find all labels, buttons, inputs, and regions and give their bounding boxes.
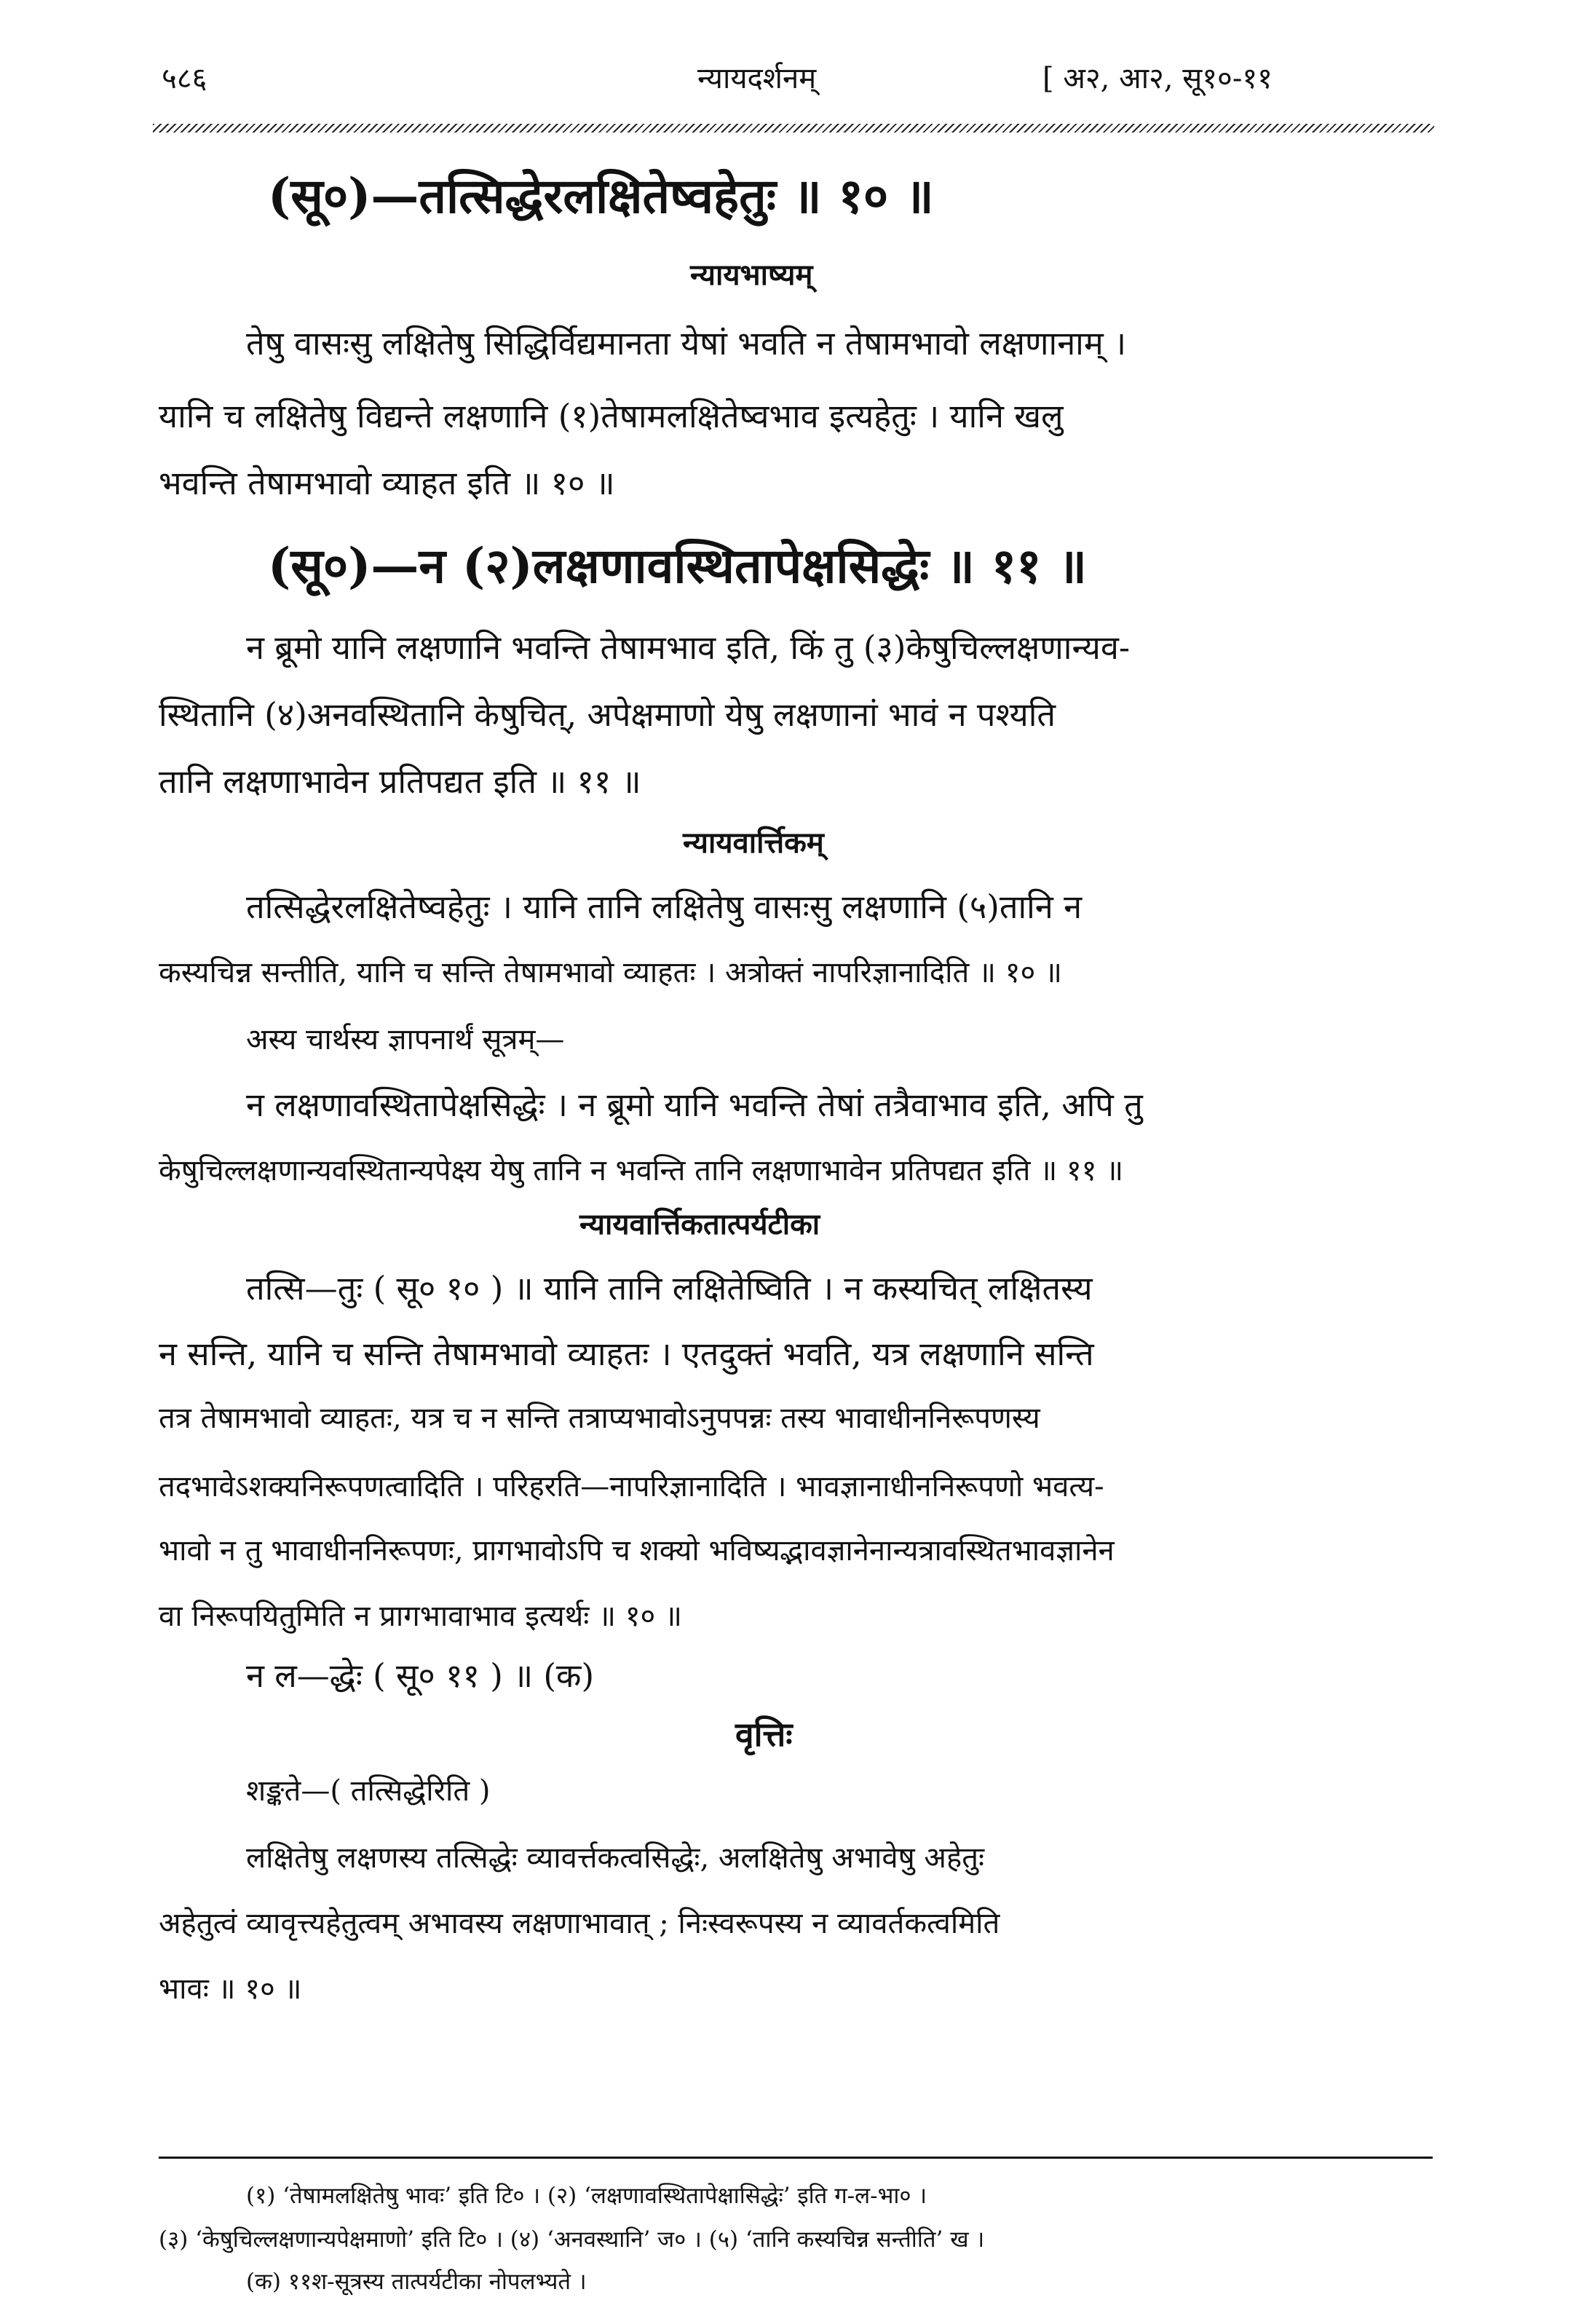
footnote-line: (१) ‘तेषामलक्षितेषु भावः’ इति टि० । (२) ‘लक्षणावस्थितापेक्षासिद्धेः’ इति ग-ल-भा० । <box>246 2183 927 2209</box>
nyayavartika-line: तत्सिद्धेरलक्षितेष्वहेतुः । यानि तानि लक्षितेषु वासःसु लक्षणानि (५)तानि न <box>246 888 1083 926</box>
nyayabhashya-line: तेषु वासःसु लक्षितेषु सिद्धिर्विद्यमानता येषां भवति न तेषामभावो लक्षणानाम् । <box>246 324 1127 363</box>
tatparyatika-line: न ल—द्धेः ( सू० ११ ) ॥ (क) <box>246 1656 595 1695</box>
bhashya-11-line: न ब्रूमो यानि लक्षणानि भवन्ति तेषामभाव इति, किं तु (३)केषुचिल्लक्षणान्यव- <box>246 628 1131 667</box>
tatparyatika-line: तदभावेऽशक्यनिरूपणत्वादिति । परिहरति—नापरिज्ञानादिति । भावज्ञानाधीननिरूपणो भवत्य- <box>159 1470 1104 1503</box>
page-number: ५८६ <box>162 62 207 95</box>
nyayavartika-line: अस्य चार्थस्य ज्ञापनार्थं सूत्रम्— <box>246 1023 565 1056</box>
tatparyatika-line: तत्र तेषामभावो व्याहतः, यत्र च न सन्ति तत्राप्यभावोऽनुपपन्नः तस्य भावाधीननिरूपणस्य <box>159 1402 1040 1435</box>
sutra-11: (सू०)—न (२)लक्षणावस्थितापेक्षसिद्धेः ॥ ११ ॥ <box>268 537 1087 594</box>
nyayavartika-line: केषुचिल्लक्षणान्यवस्थितान्यपेक्ष्य येषु तानि न भवन्ति तानि लक्षणाभावेन प्रतिपद्यत इति ॥ ११ ॥ <box>159 1154 1124 1187</box>
nyayavartika-line: कस्यचिन्न सन्तीति, यानि च सन्ति तेषामभावो व्याहतः । अत्रोक्तं नापरिज्ञानादिति ॥ १० ॥ <box>159 956 1062 989</box>
nyayabhashya-heading: न्यायभाष्यम् <box>690 258 813 292</box>
footnote-divider <box>159 2157 1433 2159</box>
footnote-line: (क) ११श-सूत्रस्य तात्पर्यटीका नोपलभ्यते । <box>246 2269 587 2295</box>
vritti-line: लक्षितेषु लक्षणस्य तत्सिद्धेः व्यावर्त्तकत्वसिद्धेः, अलक्षितेषु अभावेषु अहेतुः <box>246 1841 985 1875</box>
tatparyatika-line: तत्सि—तुः ( सू० १० ) ॥ यानि तानि लक्षितेष्विति । न कस्यचित् लक्षितस्य <box>246 1269 1093 1308</box>
vritti-line: शङ्कते—( तत्सिद्धेरिति ) <box>246 1774 491 1808</box>
bhashya-11-line: तानि लक्षणाभावेन प्रतिपद्यत इति ॥ ११ ॥ <box>159 762 641 801</box>
vritti-line: अहेतुत्वं व्यावृत्त्यहेतुत्वम् अभावस्य लक्षणाभावात् ; निःस्वरूपस्य न व्यावर्तकत्वमिति <box>159 1907 1000 1940</box>
nyayabhashya-line: यानि च लक्षितेषु विद्यन्ते लक्षणानि (१)तेषामलक्षितेष्वभाव इत्यहेतुः । यानि खलु <box>159 397 1064 435</box>
vritti-heading: वृत्तिः <box>735 1715 793 1754</box>
tatparyatika-heading: न्यायवार्त्तिकतात्पर्यटीका <box>579 1207 820 1241</box>
tatparyatika-line: वा निरूपयितुमिति न प्रागभावाभाव इत्यर्थः ॥ १० ॥ <box>159 1600 683 1633</box>
tatparyatika-line: भावो न तु भावाधीननिरूपणः, प्रागभावोऽपि च शक्यो भविष्यद्भावज्ञानेनान्यत्रावस्थितभावज्ञानेन <box>159 1534 1115 1568</box>
footnote-line: (३) ‘केषुचिल्लक्षणान्यपेक्षमाणो’ इति टि० । (४) ‘अनवस्थानि’ ज० । (५) ‘तानि कस्यचिन्न सन्तीति’ ख । <box>159 2226 985 2253</box>
sutra-10: (सू०)—तत्सिद्धेरलक्षितेष्वहेतुः ॥ १० ॥ <box>268 167 934 224</box>
nyayavartika-line: न लक्षणावस्थितापेक्षसिद्धेः । न ब्रूमो यानि भवन्ति तेषां तत्रैवाभाव इति, अपि तु <box>246 1086 1143 1124</box>
nyayavartika-heading: न्यायवार्त्तिकम् <box>683 826 824 860</box>
bhashya-11-line: स्थितानि (४)अनवस्थितानि केषुचित्, अपेक्षमाणो येषु लक्षणानां भावं न पश्यति <box>159 695 1056 734</box>
header-wavy-rule <box>153 124 1434 133</box>
vritti-line: भावः ॥ १० ॥ <box>159 1972 302 2006</box>
tatparyatika-line: न सन्ति, यानि च सन्ति तेषामभावो व्याहतः । एतदुक्तं भवति, यत्र लक्षणानि सन्ति <box>159 1335 1094 1373</box>
nyayabhashya-line: भवन्ति तेषामभावो व्याहत इति ॥ १० ॥ <box>159 464 615 502</box>
running-title: न्यायदर्शनम् <box>697 62 817 95</box>
section-reference: [ अ२, आ२, सू१०-११ <box>1042 62 1273 95</box>
